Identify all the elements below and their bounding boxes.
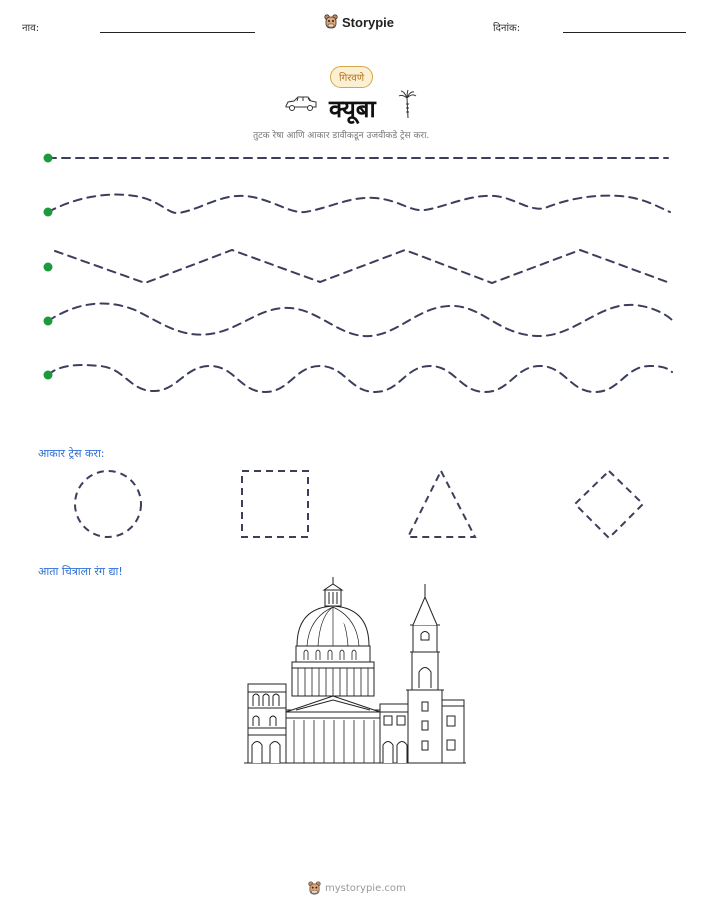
footer-url: mystorypie.com	[325, 883, 406, 894]
name-label: नाव:	[22, 23, 40, 34]
instruction-text: तुटक रेषा आणि आकार डावीकडून उजवीकडे ट्रेस करा.	[253, 131, 430, 141]
shapes-heading: आकार ट्रेस करा:	[38, 447, 105, 460]
storypie-mascot-icon	[308, 881, 321, 896]
date-label: दिनांक:	[493, 23, 521, 34]
coloring-heading: आता चित्राला रंग द्या!	[38, 565, 123, 578]
page-title: क्यूबा	[329, 95, 376, 123]
category-badge: गिरवणे	[330, 66, 373, 88]
footer-link[interactable]	[308, 881, 406, 896]
brand-name: Storypie	[342, 14, 395, 30]
